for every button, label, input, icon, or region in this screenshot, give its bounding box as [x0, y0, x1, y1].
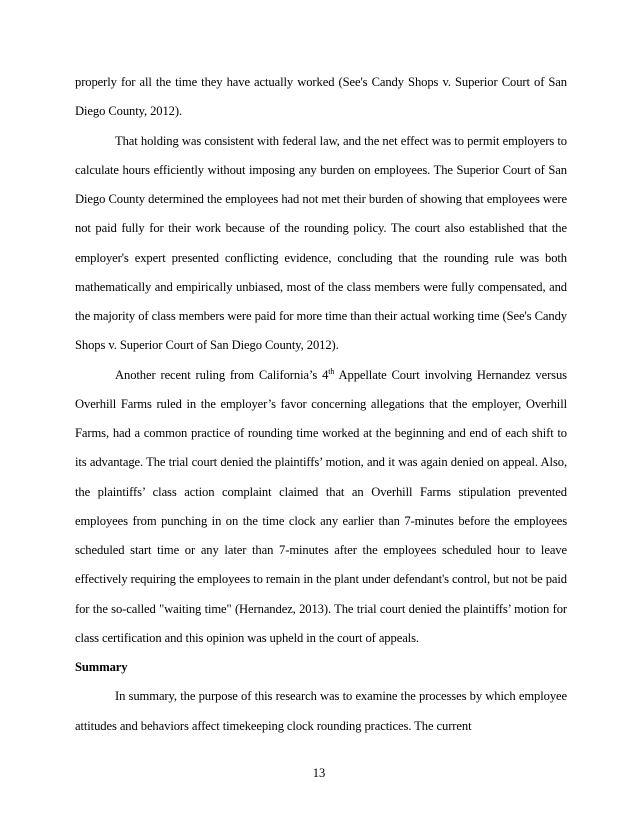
paragraph-hernandez-rest: Appellate Court involving Hernandez versus Overhill Farms ruled in the employer’s favor concerning allegations that the employer, Overhill Farms, had a common practice of rounding time worked at the beginning and end of each shift to its advantage. The trial court denied the plaintiffs’ motion, and it was again denied on appeal. Also, the plaintiffs’ class action complaint claimed that an Overhill Farms stipulation prevented employees from punching in on the time clock any earlier than 7-minutes before the employees scheduled start time or any later than 7-minutes after the employees scheduled hour to leave effectively requiring the employees to remain in the plant under defendant's control, but not be paid for the so-called "waiting time" (Hernandez, 2013). The trial court denied the plaintiffs’ motion for class certification and this opinion was upheld in the court of appeals.: [75, 367, 567, 645]
ordinal-superscript: th: [328, 366, 335, 376]
body-text: [75, 68, 567, 741]
paragraph-summary: In summary, the purpose of this research was to examine the processes by which employee attitudes and behaviors affect timekeeping clock rounding practices. The current: [75, 689, 567, 733]
page-number: 13: [312, 766, 326, 780]
paragraph-holding: That holding was consistent with federal law, and the net effect was to permit employers to calculate hours efficiently without imposing any burden on employees. The Superior Court of San Diego County determined the employees had not met their burden of showing that employees were not paid fully for their work because of the rounding policy. The court also established that the employer's expert presented conflicting evidence, concluding that the rounding rule was both mathematically and empirically unbiased, most of the class members were fully compensated, and the majority of class members were paid for more time than their actual working time (See's Candy Shops v. Superior Court of San Diego County, 2012).: [75, 133, 567, 353]
paragraph-hernandez: [75, 361, 567, 654]
paragraph-hernandez-lead: Another recent ruling from California’s 4: [115, 367, 329, 382]
paragraph-continuation: properly for all the time they have actually worked (See's Candy Shops v. Superior Court of San Diego County, 2012).: [75, 75, 567, 119]
section-heading-summary: Summary: [75, 660, 128, 674]
